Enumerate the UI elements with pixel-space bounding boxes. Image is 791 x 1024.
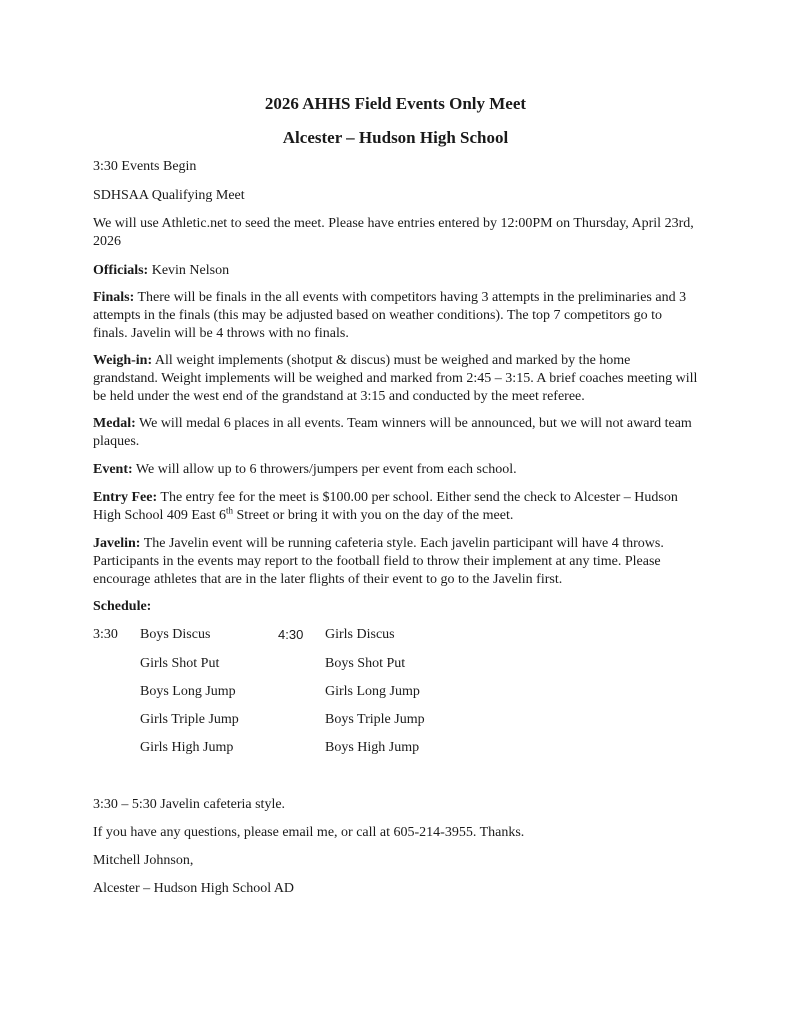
javelin-label: Javelin:	[93, 536, 141, 551]
schedule-label: Schedule:	[93, 599, 152, 614]
finals-text: There will be finals in the all events with competitors having 3 attempts in the preliminaries and 3 attempts in the finals (this may be adjusted based on weather conditions). The top 7 competitors go to finals. Javelin will be 4 throws with no finals.	[93, 290, 687, 341]
entry-fee-text-b: Street or bring it with you on the day of the meet.	[233, 508, 514, 523]
schedule-item-a: Girls Triple Jump	[140, 712, 239, 727]
javelin-time-line: 3:30 – 5:30 Javelin cafeteria style.	[93, 797, 286, 812]
schedule-time-a: 3:30	[93, 627, 118, 642]
schedule-time-b: 4:30	[278, 627, 304, 642]
officials-label: Officials:	[93, 263, 149, 278]
officials-paragraph	[93, 262, 698, 280]
medal-label: Medal:	[93, 416, 136, 431]
signature-name: Mitchell Johnson,	[93, 853, 194, 868]
weighin-text: All weight implements (shotput & discus) must be weighed and marked by the home grandstand. Weight implements will be weighed and marked from 2:45 – 3:15. A brief coaches meeting will be held under the west end of the grandstand at 3:15 and conducted by the meet referee.	[93, 353, 698, 404]
medal-text: We will medal 6 places in all events. Team winners will be announced, but we will not award team plaques.	[93, 416, 692, 449]
entry-fee-label: Entry Fee:	[93, 490, 158, 505]
schedule-item-a: Boys Long Jump	[140, 684, 236, 699]
qualifying-line: SDHSAA Qualifying Meet	[93, 188, 245, 203]
seed-paragraph: We will use Athletic.net to seed the meet. Please have entries entered by 12:00PM on Thursday, April 23rd, 2026	[93, 216, 694, 249]
schedule-item-a: Boys Discus	[140, 627, 211, 642]
schedule-item-a: Girls Shot Put	[140, 656, 220, 671]
schedule-item-b: Boys Triple Jump	[325, 712, 425, 727]
signature-title: Alcester – Hudson High School AD	[93, 881, 295, 896]
medal-paragraph	[93, 415, 698, 451]
document-title: 2026 AHHS Field Events Only Meet	[264, 94, 527, 113]
weighin-paragraph	[93, 352, 698, 406]
officials-text: Kevin Nelson	[148, 263, 230, 278]
event-label: Event:	[93, 462, 133, 477]
finals-paragraph	[93, 289, 698, 343]
javelin-paragraph	[93, 535, 698, 589]
finals-label: Finals:	[93, 290, 135, 305]
entry-fee-paragraph	[93, 489, 698, 525]
weighin-label: Weigh-in:	[93, 353, 153, 368]
event-paragraph	[93, 461, 698, 479]
javelin-text: The Javelin event will be running cafeteria style. Each javelin participant will have 4 throws. Participants in the events may report to the football field to throw their implement at any time. Please encourage athletes that are in the later flights of their event to go to the Javelin first.	[93, 536, 664, 587]
schedule-item-b: Boys High Jump	[325, 740, 420, 755]
schedule-item-b: Girls Long Jump	[325, 684, 420, 699]
schedule-item-b: Girls Discus	[325, 627, 395, 642]
questions-line: If you have any questions, please email me, or call at 605-214-3955. Thanks.	[93, 825, 525, 840]
schedule-item-a: Girls High Jump	[140, 740, 234, 755]
entry-fee-text-a: The entry fee for the meet is $100.00 per school. Either send the check to Alcester – Hudson High School 409 East 6	[93, 490, 678, 523]
event-text: We will allow up to 6 throwers/jumpers per event from each school.	[132, 462, 517, 477]
document-subtitle: Alcester – Hudson High School	[282, 128, 509, 147]
schedule-item-b: Boys Shot Put	[325, 656, 406, 671]
entry-fee-sup: th	[226, 505, 234, 516]
events-begin-line: 3:30 Events Begin	[93, 159, 197, 174]
